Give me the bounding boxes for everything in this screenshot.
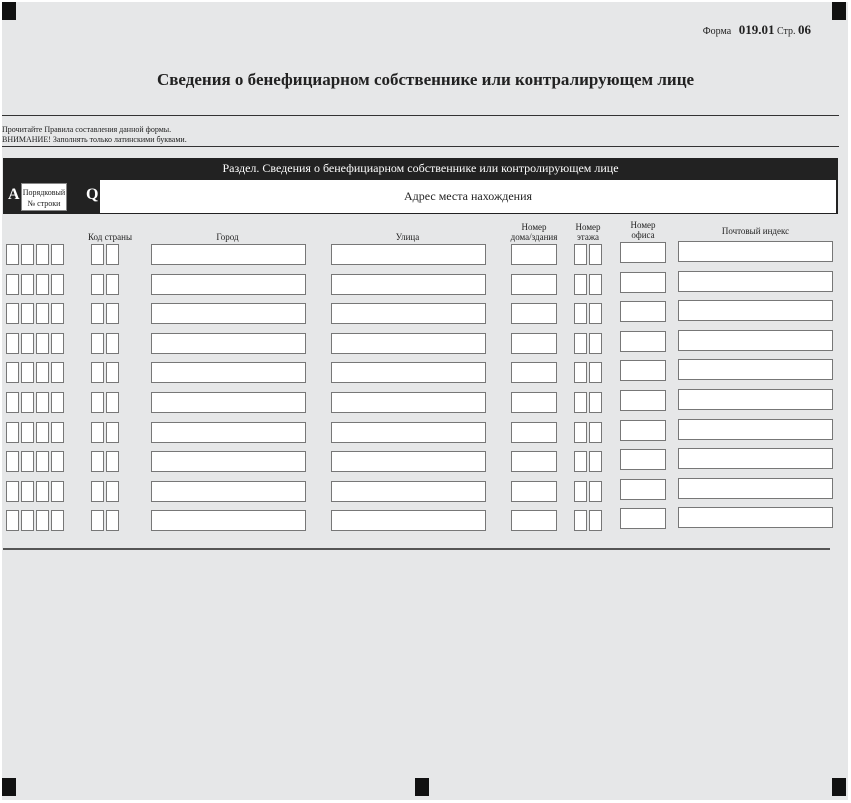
office-number-input[interactable]	[620, 331, 666, 352]
seq-number-char-1[interactable]	[6, 510, 19, 531]
seq-number-char-1[interactable]	[6, 392, 19, 413]
house-number-input[interactable]	[511, 392, 557, 413]
street-input[interactable]	[331, 244, 486, 265]
office-number-input[interactable]	[620, 508, 666, 529]
country-code-char-2[interactable]	[106, 392, 119, 413]
postal-code-input[interactable]	[678, 419, 833, 440]
seq-number-char-3[interactable]	[36, 362, 49, 383]
sequence-label	[21, 183, 67, 211]
col-floor-line2: этажа	[576, 232, 600, 242]
seq-number-char-2[interactable]	[21, 481, 34, 502]
postal-code-input[interactable]	[678, 507, 833, 528]
floor-char-1[interactable]	[574, 422, 587, 443]
floor-char-2[interactable]	[589, 451, 602, 472]
col-house-line1: Номер	[521, 222, 547, 232]
page-title: Сведения о бенефициарном собственнике или контралирующем лице	[156, 70, 695, 89]
seq-number-char-3[interactable]	[36, 481, 49, 502]
country-code-char-1[interactable]	[91, 274, 104, 295]
seq-number-char-1[interactable]	[6, 362, 19, 383]
floor-char-1[interactable]	[574, 510, 587, 531]
country-code-char-2[interactable]	[106, 274, 119, 295]
seq-number-char-2[interactable]	[21, 333, 34, 354]
registration-mark-bottom-left	[2, 778, 16, 796]
house-number-input[interactable]	[511, 510, 557, 531]
country-code-char-1[interactable]	[91, 333, 104, 354]
office-number-input[interactable]	[620, 420, 666, 441]
col-floor-number	[568, 222, 608, 242]
seq-number-char-1[interactable]	[6, 451, 19, 472]
seq-number-char-2[interactable]	[21, 392, 34, 413]
country-code-char-1[interactable]	[91, 451, 104, 472]
house-number-input[interactable]	[511, 362, 557, 383]
col-city: Город	[216, 232, 239, 242]
city-input[interactable]	[151, 274, 306, 295]
col-office-line2: офиса	[631, 230, 655, 240]
floor-char-1[interactable]	[574, 244, 587, 265]
city-input[interactable]	[151, 510, 306, 531]
city-input[interactable]	[151, 481, 306, 502]
country-code-char-2[interactable]	[106, 422, 119, 443]
office-number-input[interactable]	[620, 301, 666, 322]
seq-number-char-3[interactable]	[36, 333, 49, 354]
house-number-input[interactable]	[511, 244, 557, 265]
postal-code-input[interactable]	[678, 389, 833, 410]
street-input[interactable]	[331, 422, 486, 443]
house-number-input[interactable]	[511, 303, 557, 324]
postal-code-input[interactable]	[678, 330, 833, 351]
floor-char-1[interactable]	[574, 481, 587, 502]
seq-number-char-4[interactable]	[51, 510, 64, 531]
section-letter-q: Q	[86, 186, 99, 203]
seq-number-char-4[interactable]	[51, 481, 64, 502]
seq-number-char-4[interactable]	[51, 303, 64, 324]
street-input[interactable]	[331, 333, 486, 354]
seq-number-char-2[interactable]	[21, 422, 34, 443]
seq-number-char-2[interactable]	[21, 451, 34, 472]
form-number: 019.01	[738, 22, 775, 37]
col-floor-line1: Номер	[575, 222, 601, 232]
postal-code-input[interactable]	[678, 359, 833, 380]
registration-mark-top-right	[832, 2, 846, 20]
seq-number-char-1[interactable]	[6, 303, 19, 324]
country-code-char-1[interactable]	[91, 422, 104, 443]
col-postal-code: Почтовый индекс	[721, 226, 790, 236]
seq-number-char-4[interactable]	[51, 422, 64, 443]
city-input[interactable]	[151, 392, 306, 413]
street-input[interactable]	[331, 303, 486, 324]
house-number-input[interactable]	[511, 422, 557, 443]
seq-number-char-2[interactable]	[21, 244, 34, 265]
floor-char-1[interactable]	[574, 333, 587, 354]
seq-number-char-2[interactable]	[21, 274, 34, 295]
seq-number-char-3[interactable]	[36, 392, 49, 413]
street-input[interactable]	[331, 274, 486, 295]
col-country-code: Код страны	[87, 232, 133, 242]
seq-number-char-4[interactable]	[51, 333, 64, 354]
postal-code-input[interactable]	[678, 300, 833, 321]
page-number: 06	[798, 22, 811, 37]
house-number-input[interactable]	[511, 333, 557, 354]
floor-char-2[interactable]	[589, 333, 602, 354]
street-input[interactable]	[331, 392, 486, 413]
floor-char-1[interactable]	[574, 451, 587, 472]
sequence-label-line2: № строки	[27, 199, 61, 208]
postal-code-input[interactable]	[678, 478, 833, 499]
seq-number-char-3[interactable]	[36, 244, 49, 265]
city-input[interactable]	[151, 422, 306, 443]
postal-code-input[interactable]	[678, 448, 833, 469]
floor-char-1[interactable]	[574, 274, 587, 295]
seq-number-char-2[interactable]	[21, 303, 34, 324]
office-number-input[interactable]	[620, 272, 666, 293]
col-office-number	[618, 220, 668, 240]
form-label: Форма	[702, 26, 732, 37]
city-input[interactable]	[151, 362, 306, 383]
house-number-input[interactable]	[511, 481, 557, 502]
office-number-input[interactable]	[620, 242, 666, 263]
country-code-char-2[interactable]	[106, 362, 119, 383]
floor-char-2[interactable]	[589, 510, 602, 531]
country-code-char-2[interactable]	[106, 510, 119, 531]
registration-mark-top-left	[2, 2, 16, 20]
seq-number-char-1[interactable]	[6, 274, 19, 295]
seq-number-char-2[interactable]	[21, 362, 34, 383]
page-label: Стр.	[776, 26, 796, 37]
seq-number-char-4[interactable]	[51, 362, 64, 383]
country-code-char-2[interactable]	[106, 451, 119, 472]
floor-char-2[interactable]	[589, 303, 602, 324]
house-number-input[interactable]	[511, 451, 557, 472]
address-heading: Адрес места нахождения	[100, 180, 836, 213]
divider	[2, 146, 839, 147]
divider	[2, 115, 839, 116]
country-code-char-2[interactable]	[106, 303, 119, 324]
seq-number-char-4[interactable]	[51, 244, 64, 265]
country-code-char-1[interactable]	[91, 303, 104, 324]
floor-char-1[interactable]	[574, 303, 587, 324]
country-code-char-2[interactable]	[106, 244, 119, 265]
seq-number-char-3[interactable]	[36, 510, 49, 531]
country-code-char-1[interactable]	[91, 362, 104, 383]
col-street: Улица	[395, 232, 420, 242]
warning-note: ВНИМАНИЕ! Заполнять только латинскими буквами.	[2, 135, 187, 144]
country-code-char-1[interactable]	[91, 392, 104, 413]
office-number-input[interactable]	[620, 360, 666, 381]
seq-number-char-1[interactable]	[6, 481, 19, 502]
city-input[interactable]	[151, 333, 306, 354]
seq-number-char-1[interactable]	[6, 333, 19, 354]
seq-number-char-4[interactable]	[51, 274, 64, 295]
seq-number-char-4[interactable]	[51, 451, 64, 472]
section-title: Раздел. Сведения о бенефициарном собственнике или контролирующем лице	[3, 158, 838, 178]
seq-number-char-3[interactable]	[36, 274, 49, 295]
section-letter-a: A	[8, 186, 20, 203]
floor-char-2[interactable]	[589, 481, 602, 502]
seq-number-char-3[interactable]	[36, 303, 49, 324]
city-input[interactable]	[151, 244, 306, 265]
city-input[interactable]	[151, 451, 306, 472]
floor-char-2[interactable]	[589, 274, 602, 295]
floor-char-1[interactable]	[574, 392, 587, 413]
instruction-note: Прочитайте Правила составления данной формы.	[2, 125, 172, 134]
registration-mark-bottom-right	[832, 778, 846, 796]
office-number-input[interactable]	[620, 449, 666, 470]
sequence-label-line1: Порядковый	[22, 188, 66, 197]
seq-number-char-3[interactable]	[36, 422, 49, 443]
street-input[interactable]	[331, 481, 486, 502]
seq-number-char-3[interactable]	[36, 451, 49, 472]
postal-code-input[interactable]	[678, 271, 833, 292]
seq-number-char-2[interactable]	[21, 510, 34, 531]
house-number-input[interactable]	[511, 274, 557, 295]
city-input[interactable]	[151, 303, 306, 324]
floor-char-2[interactable]	[589, 392, 602, 413]
seq-number-char-4[interactable]	[51, 392, 64, 413]
bottom-divider	[3, 548, 830, 550]
form-id	[703, 22, 811, 38]
col-house-number	[504, 222, 564, 242]
street-input[interactable]	[331, 510, 486, 531]
country-code-char-1[interactable]	[91, 481, 104, 502]
office-number-input[interactable]	[620, 479, 666, 500]
street-input[interactable]	[331, 362, 486, 383]
col-house-line2: дома/здания	[510, 232, 558, 242]
floor-char-1[interactable]	[574, 362, 587, 383]
country-code-char-2[interactable]	[106, 333, 119, 354]
country-code-char-1[interactable]	[91, 510, 104, 531]
street-input[interactable]	[331, 451, 486, 472]
country-code-char-2[interactable]	[106, 481, 119, 502]
floor-char-2[interactable]	[589, 362, 602, 383]
registration-mark-bottom-center	[415, 778, 429, 796]
floor-char-2[interactable]	[589, 244, 602, 265]
seq-number-char-1[interactable]	[6, 422, 19, 443]
col-office-line1: Номер	[630, 220, 656, 230]
office-number-input[interactable]	[620, 390, 666, 411]
country-code-char-1[interactable]	[91, 244, 104, 265]
floor-char-2[interactable]	[589, 422, 602, 443]
seq-number-char-1[interactable]	[6, 244, 19, 265]
postal-code-input[interactable]	[678, 241, 833, 262]
